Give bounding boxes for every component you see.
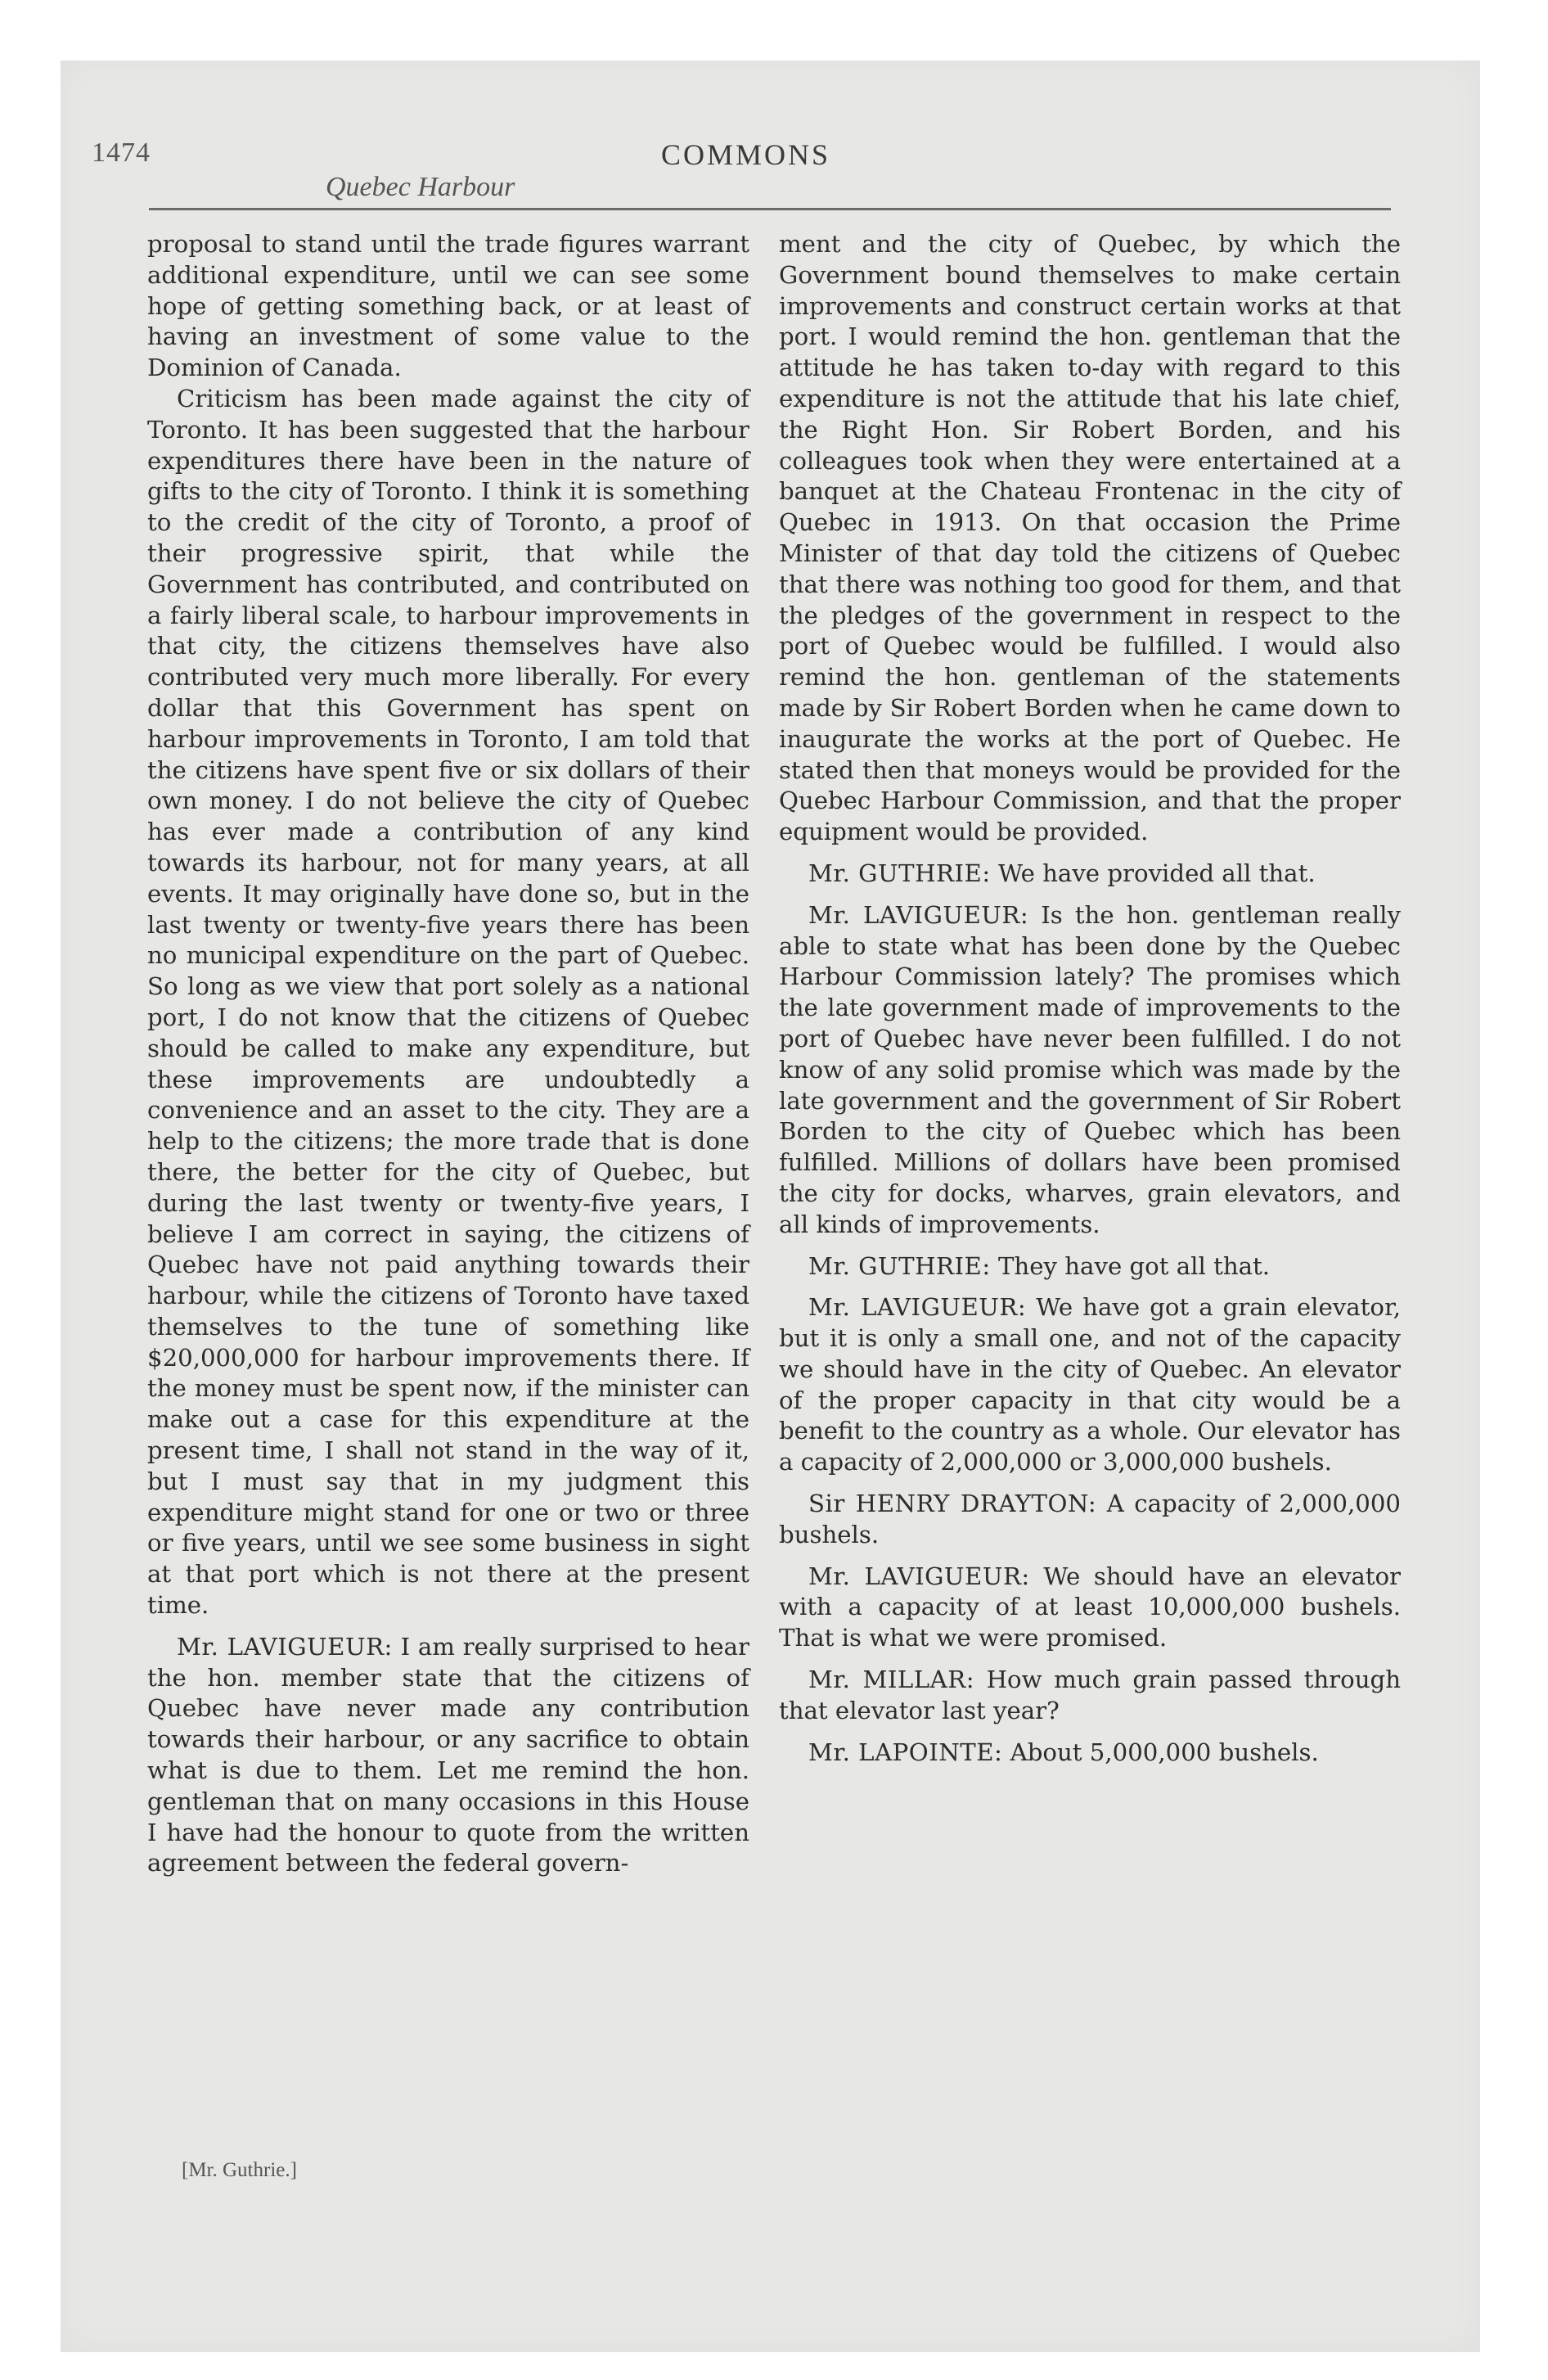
left-column	[147, 229, 749, 1879]
speaker-name: Mr. GUTHRIE:	[808, 1251, 991, 1280]
speech	[147, 1632, 749, 1879]
speech	[779, 900, 1401, 1241]
paragraph: proposal to stand until the trade figures warrant additional expenditure, until we can see some hope of getting something back, or at least of having an investment of some value to the Dominion of Canada.	[147, 230, 749, 382]
speech-text: We should have an elevator with a capacity of at least 10,000,000 bushels. That is what we were promised.	[779, 1562, 1401, 1652]
running-head: COMMONS	[661, 138, 831, 171]
speaker-name: Mr. LAPOINTE:	[808, 1738, 1003, 1766]
paragraph: ment and the city of Quebec, by which the Government bound themselves to make certain improvements and construct certain works at that port. I would remind the hon. gentleman that the attitude he has taken to-day with regard to this expenditure is not the attitude that his late chief, the Right Hon. Sir Robert Borden, and his colleagues took when they were entertained at a banquet at the Chateau Frontenac in the city of Quebec in 1913. On that occasion the Prime Minister of that day told the citizens of Quebec that there was nothing too good for them, and that the pledges of the government in respect to the port of Quebec would be fulfilled. I would also remind the hon. gentleman of the statements made by Sir Robert Borden when he came down to inaugurate the works at the port of Quebec. He stated then that moneys would be provided for the Quebec Harbour Commission, and that the proper equipment would be provided.	[779, 230, 1401, 846]
speech-text: About 5,000,000 bushels.	[1002, 1738, 1319, 1766]
speaker-name: Sir HENRY DRAYTON:	[808, 1490, 1097, 1518]
footer-speaker-note: [Mr. Guthrie.]	[182, 2159, 297, 2181]
speech	[779, 1489, 1401, 1551]
speech	[779, 1562, 1401, 1654]
speech-text: We have got a grain elevator, but it is only a small one, and not of the capacity we should have in the city of Quebec. An elevator of the proper capacity in that city would be a benefit to the country as a whole. Our elevator has a capacity of 2,000,000 or 3,000,000 bushels.	[779, 1293, 1401, 1476]
paragraph: Criticism has been made against the city of Toronto. It has been suggested that the harbour expenditures there have been in the nature of gifts to the city of Toronto. I think it is something to the credit of the city of Toronto, a proof of their progressive spirit, that while the Government has contributed, and contributed on a fairly liberal scale, to harbour improvements in that city, the citizens themselves have also contributed very much more liberally. For every dollar that this Government has spent on harbour improvements in Toronto, I am told that the citizens have spent five or six dollars of their own money. I do not believe the city of Quebec has ever made a contribution of any kind towards its harbour, not for many years, at all events. It may originally have done so, but in the last twenty or twenty-five years there has been no municipal expenditure on the part of Quebec. So long as we view that port solely as a national port, I do not know that the citizens of Quebec should be called to make any expenditure, but these improvements are undoubtedly a convenience and an asset to the city. They are a help to the citizens; the more trade that is done there, the better for the city of Quebec, but during the last twenty or twenty-five years, I believe I am correct in saying, the citizens of Quebec have not paid anything towards their harbour, while the citizens of Toronto have taxed themselves to the tune of something like $20,000,000 for harbour improvements there. If the money must be spent now, if the minister can make out a case for this expenditure at the present time, I shall not stand in the way of it, but I must say that in my judgment this expenditure might stand for one or two or three or five years, until we see some business in sight at that port which is not there at the present time.	[147, 384, 749, 1620]
speech-text: I am really surprised to hear the hon. member state that the citizens of Quebec have never made any contribution towards their harbour, or any sacrifice to obtain what is due to them. Let me remind the hon. gentleman that on many occasions in this House I have had the honour to quote from the written agreement between the federal govern-	[147, 1632, 749, 1877]
page-number: 1474	[92, 137, 151, 168]
right-column	[779, 229, 1401, 1768]
speaker-name: Mr. GUTHRIE:	[808, 859, 991, 887]
speech	[779, 1665, 1401, 1727]
speech	[779, 859, 1401, 890]
subject-heading: Quebec Harbour	[326, 172, 515, 202]
speaker-name: Mr. LAVIGUEUR:	[808, 1293, 1027, 1322]
speaker-name: Mr. LAVIGUEUR:	[808, 900, 1029, 929]
speaker-name: Mr. LAVIGUEUR:	[808, 1562, 1030, 1590]
speech-text: How much grain passed through that elevator last year?	[779, 1666, 1401, 1724]
speech	[779, 1738, 1401, 1769]
header-rule	[149, 208, 1391, 210]
speech	[779, 1251, 1401, 1282]
speech	[779, 1292, 1401, 1478]
speaker-name: Mr. MILLAR:	[808, 1666, 975, 1694]
speech-text: They have got all that.	[990, 1251, 1271, 1280]
speech-text: Is the hon. gentleman really able to state what has been done by the Quebec Harbour Commission lately? The promises which the late government made of improvements to the port of Quebec have never been fulfilled. I do not know of any solid promise which was made by the late government and the government of Sir Robert Borden to the city of Quebec which has been fulfilled. Millions of dollars have been promised the city for docks, wharves, grain elevators, and all kinds of improvements.	[779, 900, 1401, 1238]
speaker-name: Mr. LAVIGUEUR:	[177, 1632, 393, 1661]
speech-text: A capacity of 2,000,000 bushels.	[779, 1490, 1401, 1548]
speech-text: We have provided all that.	[990, 859, 1316, 887]
